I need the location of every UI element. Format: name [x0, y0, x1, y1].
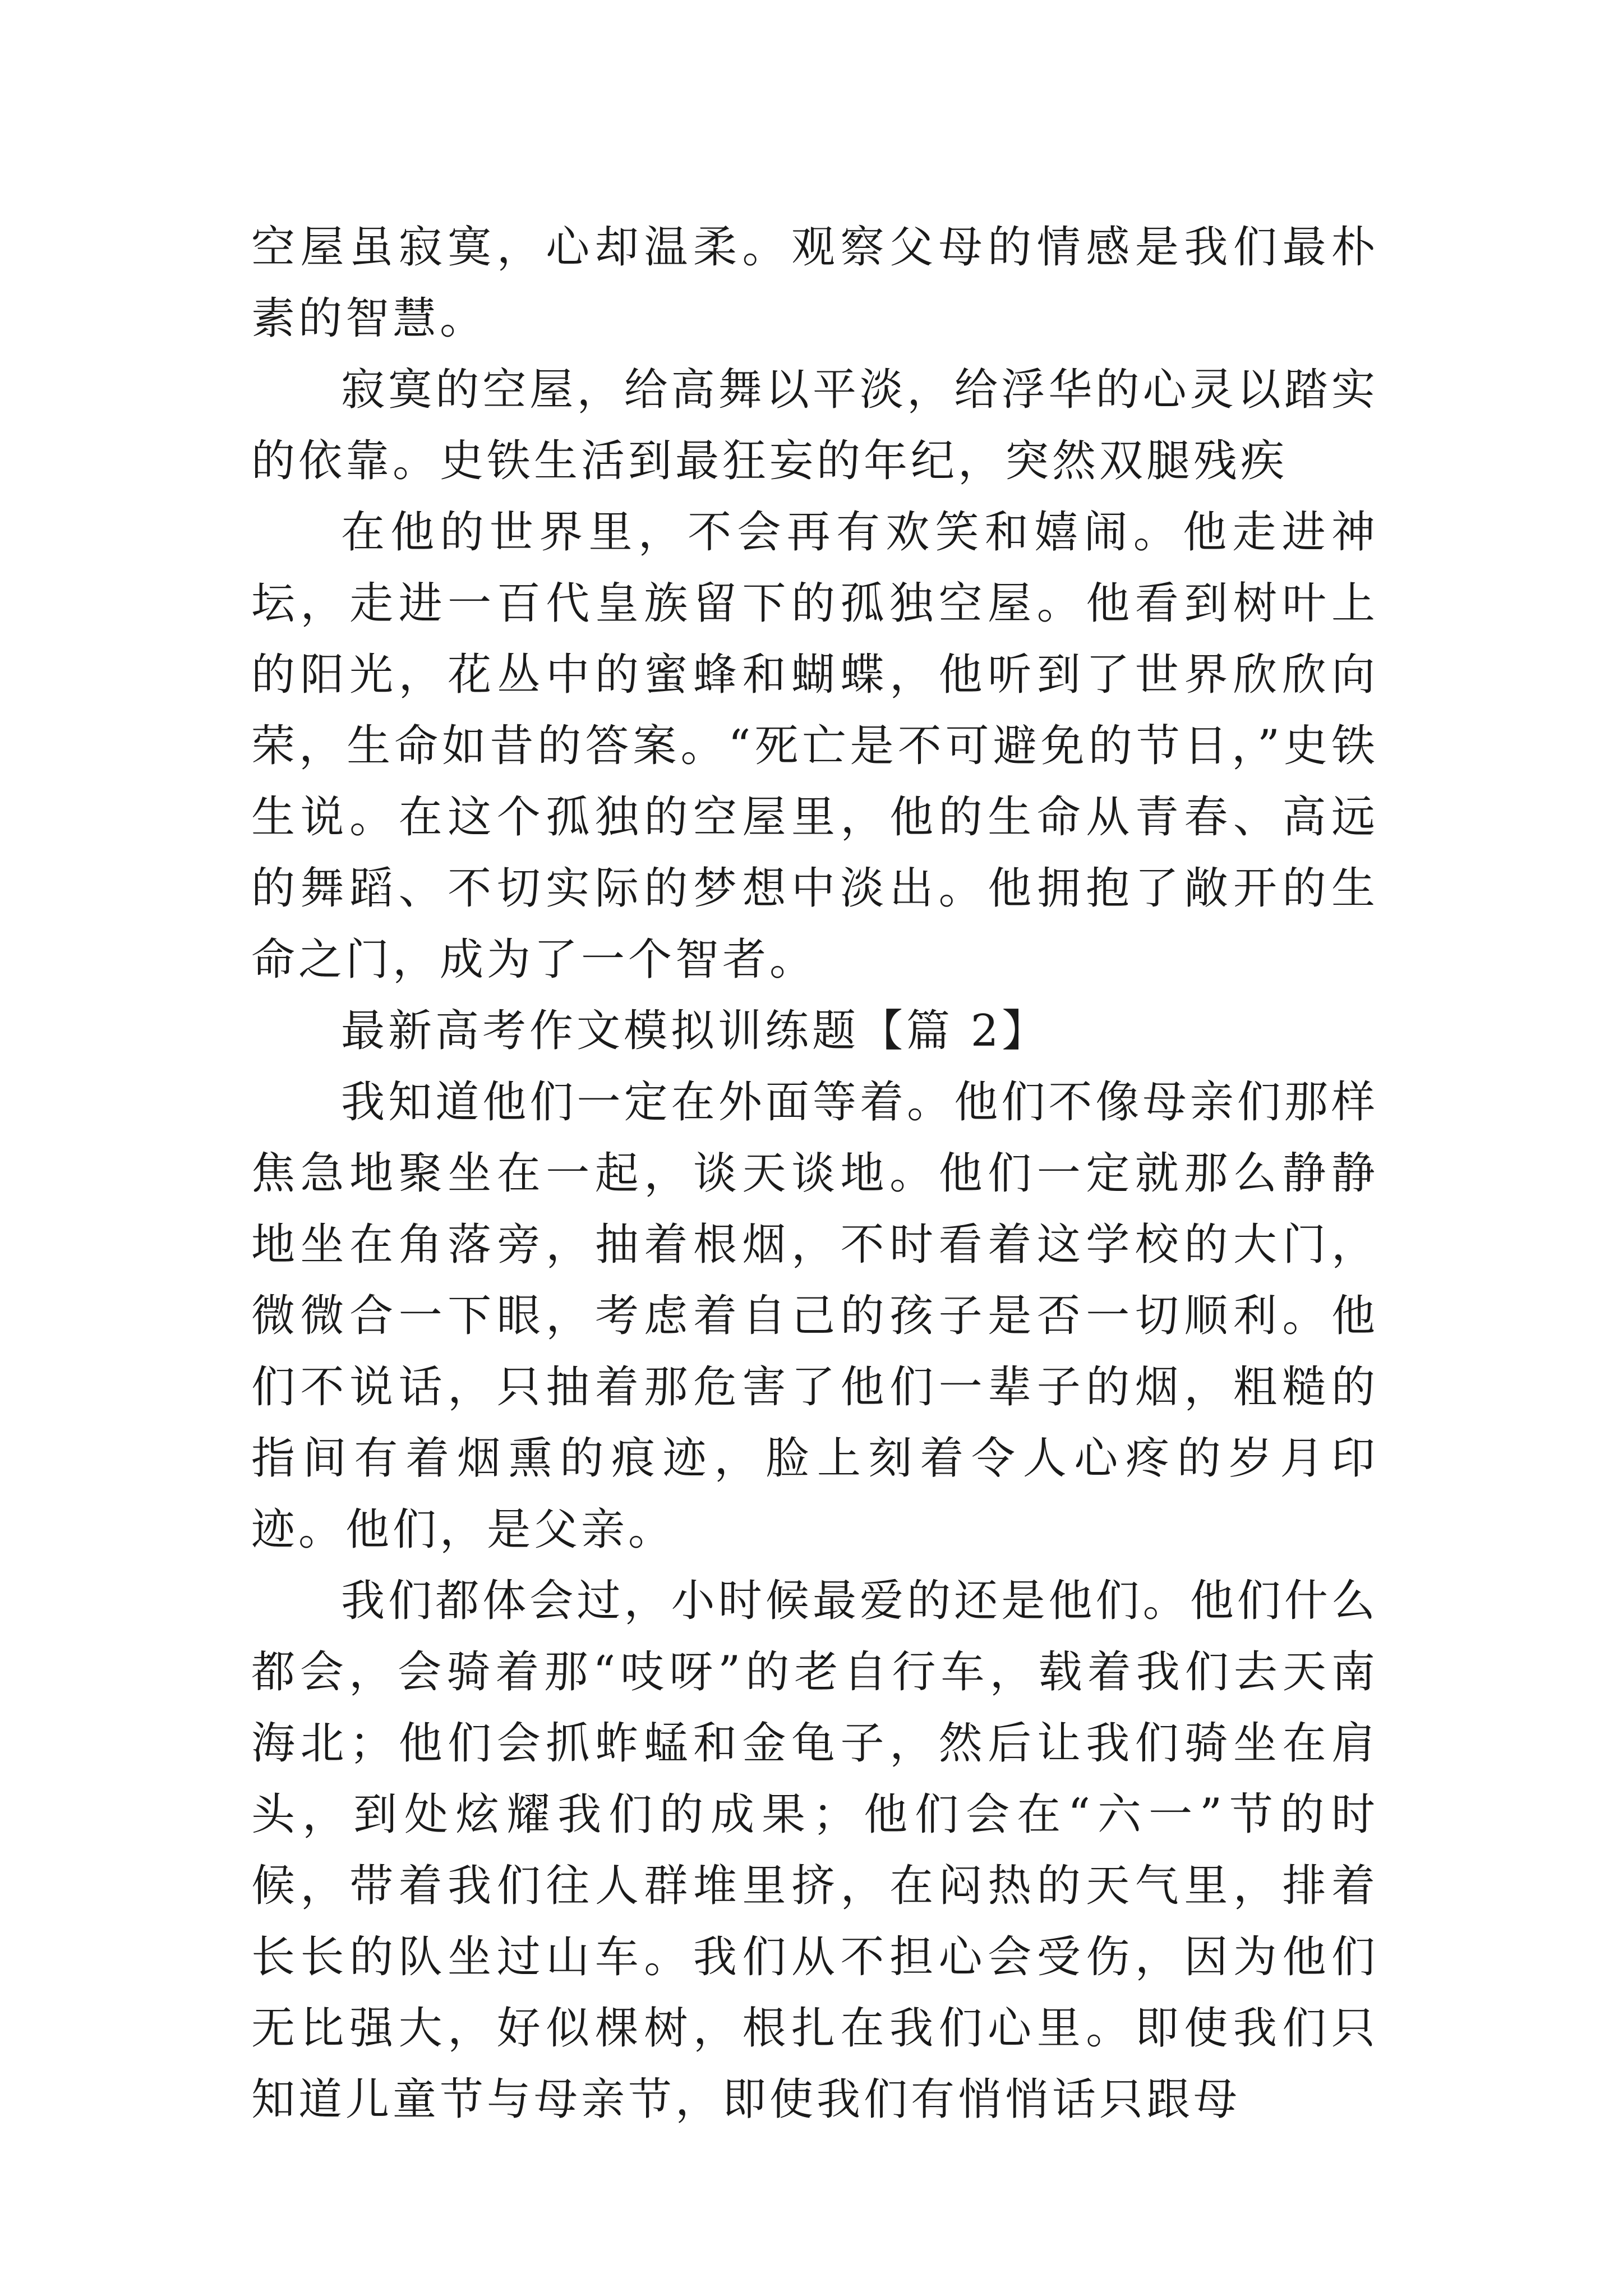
paragraph-1: 空屋虽寂寞，心却温柔。观察父母的情感是我们最朴素的智慧。: [251, 222, 1378, 344]
section-title: 最新高考作文模拟训练题【篇 2】: [341, 1006, 1049, 1056]
paragraph-4: 我知道他们一定在外面等着。他们不像母亲们那样焦急地聚坐在一起，谈天谈地。他们一定就那么静静地坐在角落旁，抽着根烟，不时看着这学校的大门，微微合一下眼，考虑着自己的孩子是否一切顺利。他们不说话，只抽着那危害了他们一辈子的烟，粗糙的指间有着烟熏的痕迹，脸上刻着令人心疼的岁月印迹。他们，是父亲。: [251, 1077, 1378, 1555]
paragraph-5: 我们都体会过，小时候最爱的还是他们。他们什么都会，会骑着那“吱呀”的老自行车，载着我们去天南海北；他们会抓蚱蜢和金龟子，然后让我们骑坐在肩头，到处炫耀我们的成果；他们会在“六一”节的时候，带着我们往人群堆里挤，在闷热的天气里，排着长长的队坐过山车。我们从不担心会受伤，因为他们无比强大，好似棵树，根扎在我们心里。即使我们只知道儿童节与母亲节，即使我们有悄悄话只跟母: [251, 1576, 1378, 2125]
paragraph-3: 在他的世界里，不会再有欢笑和嬉闹。他走进神坛，走进一百代皇族留下的孤独空屋。他看到树叶上的阳光，花丛中的蜜蜂和蝴蝶，他听到了世界欣欣向荣，生命如昔的答案。“死亡是不可避免的节日，”史铁生说。在这个孤独的空屋里，他的生命从青春、高远的舞蹈、不切实际的梦想中淡出。他拥抱了敞开的生命之门，成为了一个智者。: [251, 507, 1378, 985]
document-body: [251, 212, 1378, 2136]
paragraph-2: 寂寞的空屋，给高舞以平淡，给浮华的心灵以踏实的依靠。史铁生活到最狂妄的年纪，突然双腿残疾: [251, 365, 1378, 486]
